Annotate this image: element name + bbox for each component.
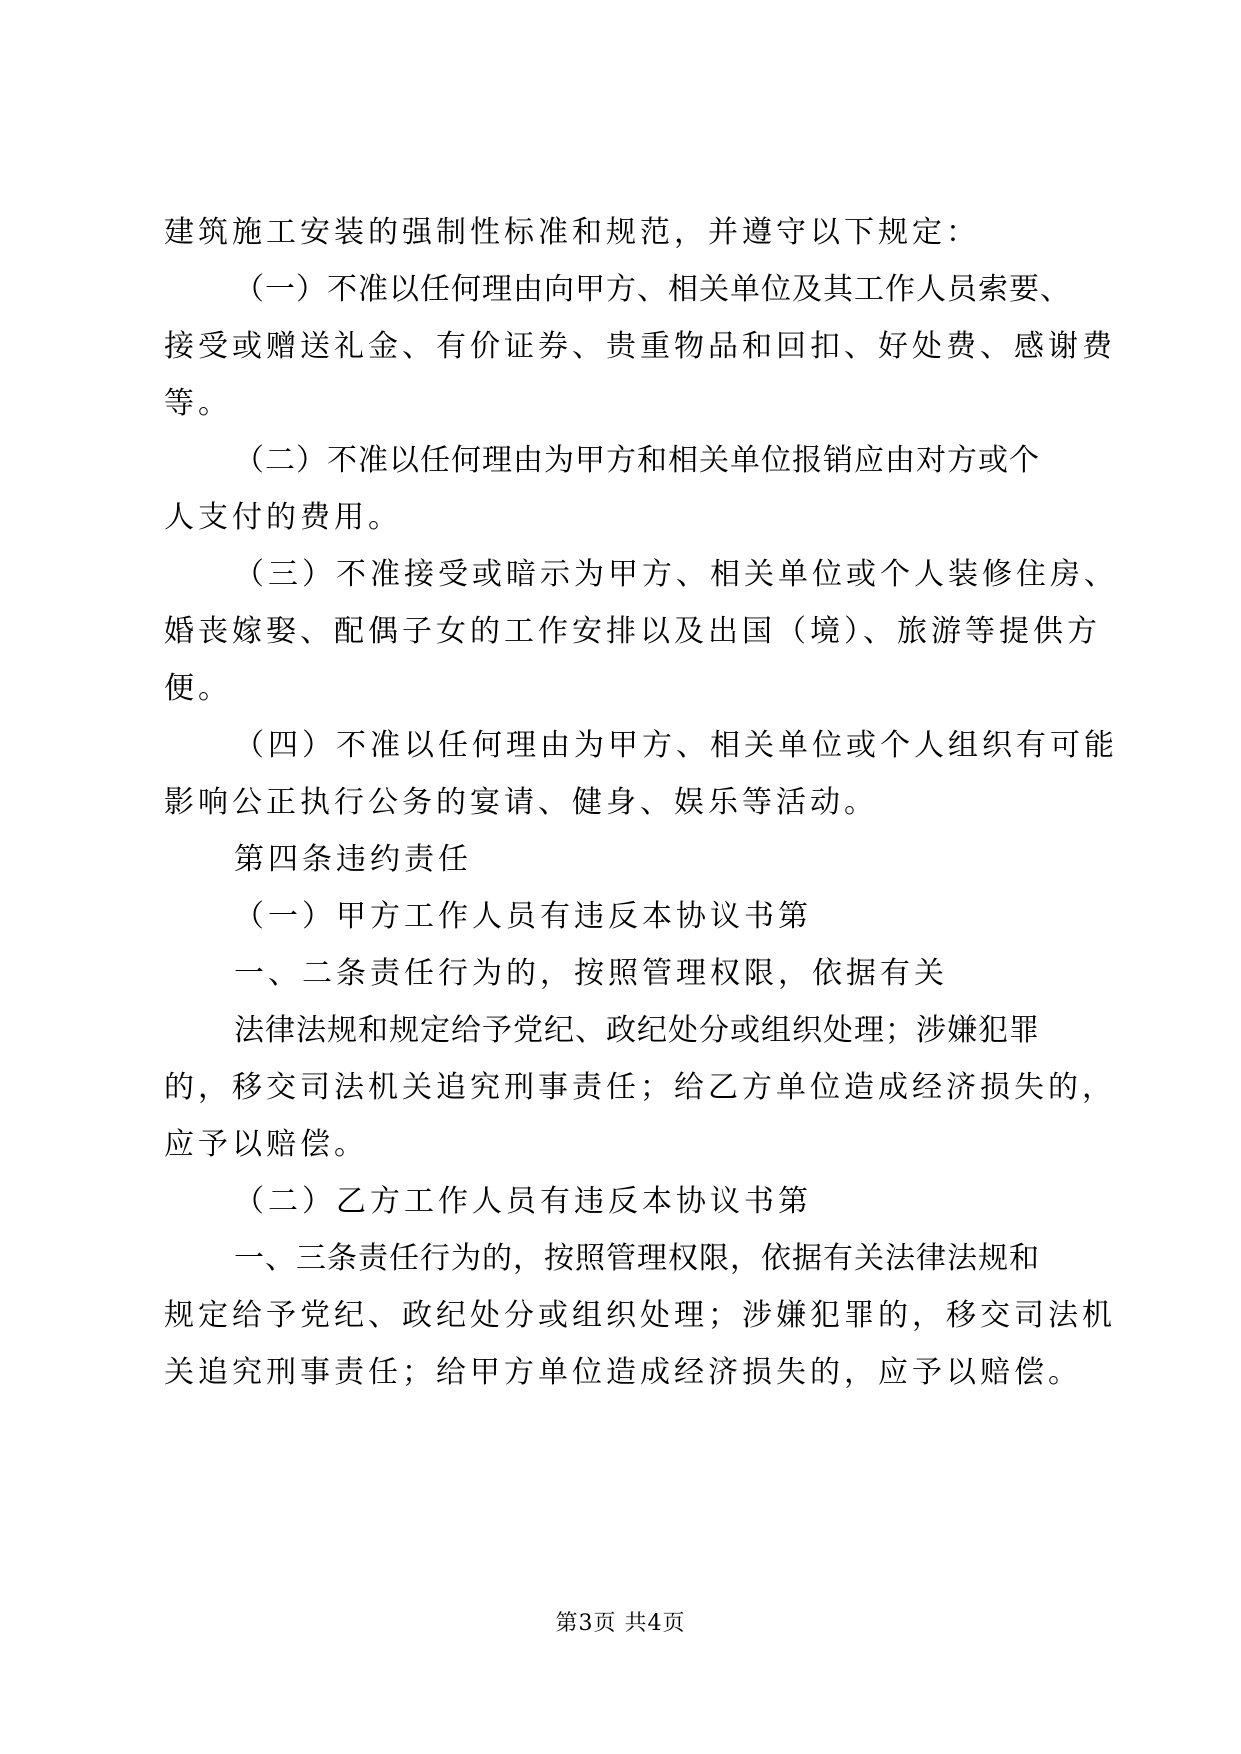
text-line: （三）不准接受或暗示为甲方、相关单位或个人装修住房、: [234, 557, 1118, 592]
text-line: 婚丧嫁娶、配偶子女的工作安排以及出国（境）、旅游等提供方: [164, 614, 1101, 649]
text-line: 规定给予党纪、政纪处分或组织处理；涉嫌犯罪的，移交司法机: [164, 1298, 1116, 1333]
text-line: 接受或赠送礼金、有价证券、贵重物品和回扣、好处费、感谢费: [164, 329, 1116, 364]
text-line: 的，移交司法机关追究刑事责任；给乙方单位造成经济损失的，: [164, 1070, 1116, 1105]
section-heading: 第四条违约责任: [234, 842, 472, 877]
text-line: 关追究刑事责任；给甲方单位造成经济损失的，应予以赔偿。: [164, 1355, 1082, 1390]
text-line: 法律法规和规定给予党纪、政纪处分或组织处理；涉嫌犯罪: [234, 1013, 1040, 1048]
text-line: （二）乙方工作人员有违反本协议书第: [234, 1184, 812, 1219]
text-line: 人支付的费用。: [164, 500, 402, 535]
text-line: 便。: [164, 671, 232, 706]
text-line: （一）甲方工作人员有违反本协议书第: [234, 899, 812, 934]
page-number-footer: 第3页 共4页: [555, 1611, 686, 1636]
text-line: 等。: [164, 386, 232, 421]
text-line: 影响公正执行公务的宴请、健身、娱乐等活动。: [164, 785, 878, 820]
text-line: 应予以赔偿。: [164, 1127, 368, 1162]
text-line: 建筑施工安装的强制性标准和规范，并遵守以下规定：: [164, 215, 980, 250]
text-line: 一、二条责任行为的，按照管理权限，依据有关: [234, 956, 948, 991]
text-line: （四）不准以任何理由为甲方、相关单位或个人组织有可能: [234, 728, 1118, 763]
text-line: （一）不准以任何理由向甲方、相关单位及其工作人员索要、: [234, 272, 1071, 307]
text-line: 一、三条责任行为的，按照管理权限，依据有关法律法规和: [234, 1241, 1040, 1276]
text-line: （二）不准以任何理由为甲方和相关单位报销应由对方或个: [234, 443, 1040, 478]
